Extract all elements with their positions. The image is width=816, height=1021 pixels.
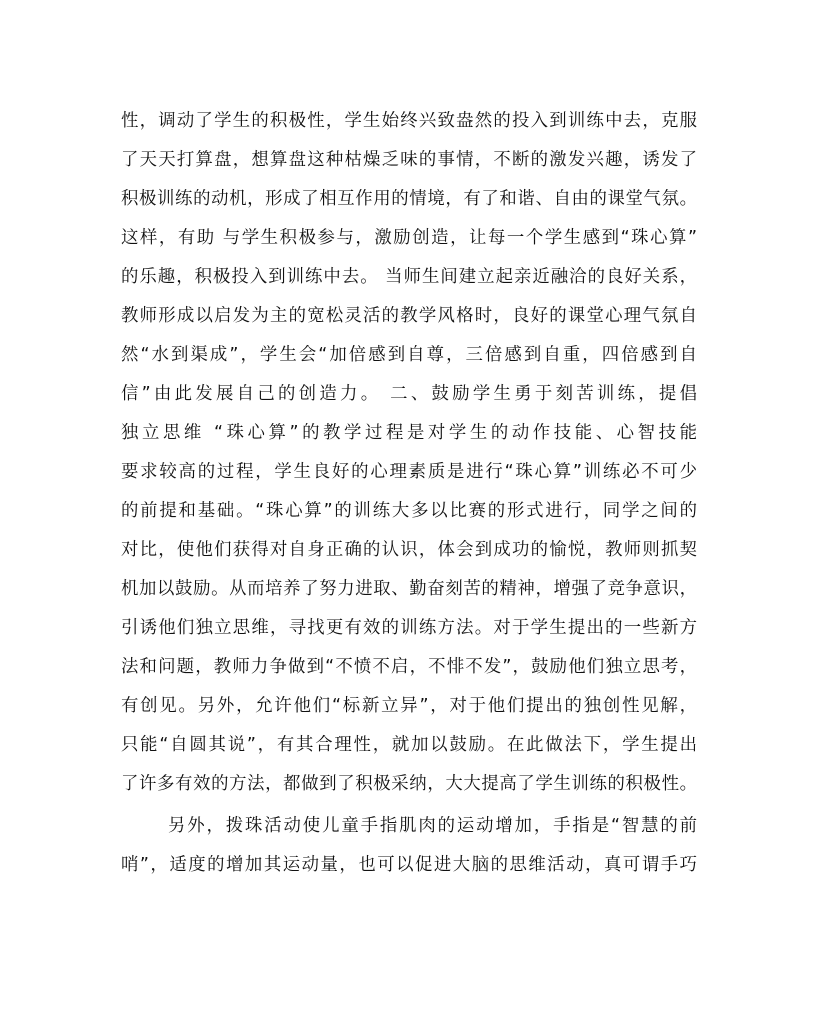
text-line: 然“水到渠成”，学生会“加倍感到自尊，三倍感到自重，四倍感到自 — [121, 345, 697, 365]
text-line: 的乐趣，积极投入到训练中去。 当师生间建立起亲近融洽的良好关系， — [121, 267, 697, 287]
text-line: 信”由此发展自己的创造力。 二、鼓励学生勇于刻苦训练，提倡 — [121, 384, 697, 404]
text-line: 有创见。另外，允许他们“标新立异”，对于他们提出的独创性见解， — [121, 696, 697, 716]
text-line: 独立思维 “珠心算”的教学过程是对学生的动作技能、心智技能 — [121, 423, 697, 443]
text-line: 教师形成以启发为主的宽松灵活的教学风格时，良好的课堂心理气氛自 — [121, 306, 697, 326]
text-line: 法和问题，教师力争做到“不愤不启，不悱不发”，鼓励他们独立思考， — [121, 657, 697, 677]
text-line: 哨”，适度的增加其运动量，也可以促进大脑的思维活动，真可谓手巧 — [121, 855, 697, 875]
text-line: 只能“自圆其说”，有其合理性，就加以鼓励。在此做法下，学生提出 — [121, 735, 697, 755]
text-line: 要求较高的过程，学生良好的心理素质是进行“珠心算”训练必不可少 — [121, 462, 697, 482]
text-line: 积极训练的动机，形成了相互作用的情境，有了和谐、自由的课堂气氛。 — [121, 189, 697, 209]
text-line: 性，调动了学生的积极性，学生始终兴致盎然的投入到训练中去，克服 — [121, 111, 697, 131]
text-line: 了天天打算盘，想算盘这种枯燥乏味的事情，不断的激发兴趣，诱发了 — [121, 150, 697, 170]
body-text — [121, 102, 697, 885]
text-line: 对比，使他们获得对自身正确的认识，体会到成功的愉悦，教师则抓契 — [121, 540, 697, 560]
text-line: 的前提和基础。“珠心算”的训练大多以比赛的形式进行，同学之间的 — [121, 501, 697, 521]
text-line: 引诱他们独立思维，寻找更有效的训练方法。对于学生提出的一些新方 — [121, 618, 697, 638]
text-line: 机加以鼓励。从而培养了努力进取、勤奋刻苦的精神，增强了竞争意识， — [121, 579, 697, 599]
paragraph-start-line: 另外，拨珠活动使儿童手指肌肉的运动增加，手指是“智慧的前 — [168, 816, 697, 836]
text-line: 这样，有助 与学生积极参与，激励创造，让每一个学生感到“珠心算” — [121, 228, 697, 248]
text-line: 了许多有效的方法，都做到了积极采纳，大大提高了学生训练的积极性。 — [121, 774, 697, 794]
